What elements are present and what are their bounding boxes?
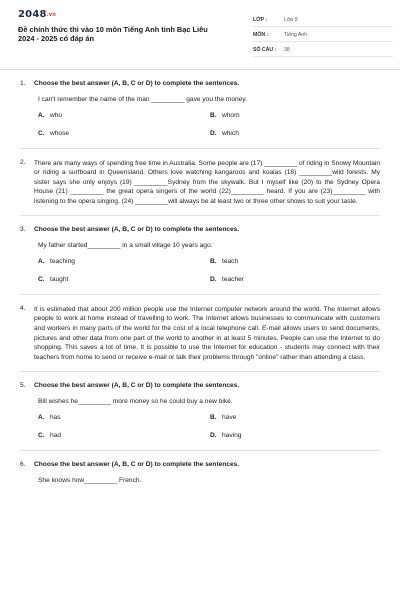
meta-key: LỚP : [253,16,268,23]
option-text: teach [222,258,239,266]
answer-option-d[interactable] [210,130,382,139]
answer-option-c[interactable] [38,130,210,139]
question-instruction: Choose the best answer (A, B, C or D) to complete the sentences. [34,226,240,234]
logo-text: 2048 [18,9,47,20]
page-header [0,0,400,70]
answer-option-b[interactable] [210,258,382,267]
answer-options [38,112,380,139]
option-text: have [222,413,237,421]
option-text: teaching [50,258,75,266]
document-title [18,25,243,45]
question-text: She knows how_________ French. [38,476,142,484]
meta-value: Tiếng Anh [284,31,308,38]
meta-key: MÔN : [253,31,269,38]
question-instruction: Choose the best answer (A, B, C or D) to complete the sentences. [34,80,240,87]
question-item [20,305,380,372]
document-title-line-1: Đề chính thức thi vào 10 môn Tiếng Anh tỉnh Bạc Liêu [18,24,208,34]
meta-row-question-count [253,44,393,57]
meta-value: 38 [284,46,290,53]
question-instruction: Choose the best answer (A, B, C or D) to complete the sentences. [34,460,240,468]
option-letter: B. [210,258,217,266]
meta-value: Lớp 9 [284,16,298,23]
question-item [20,80,380,149]
question-text: I can't remember the name of the man _________ gave you the money. [38,95,247,103]
question-item [20,159,380,217]
option-text: taught [50,275,69,283]
question-list [0,70,400,494]
option-letter: C. [38,129,45,137]
answer-option-a[interactable] [38,258,210,267]
option-text: whom [222,111,240,119]
question-number: 6. [20,460,26,468]
option-letter: D. [210,129,217,137]
option-text: who [50,111,63,119]
reading-passage: There are many ways of spending free time in Australia. Some people are (17) _________ of riding in Snowy Mountain or riding a surfboard in Queensland. Others love watching kangaroos and koalas (18) _________wild forests. My sister says she only enjoys (19) _________Sydney from the skywalk. But I myself like (20) to the Sydney Opera House (21) _________ the great opera singers of the world (22)_________ heard. If you are (23)_________ with listening to the opera singing, (24) _________will always be at least two or three other shows to suit your taste. [34,159,381,205]
reading-passage: It is estimated that about 200 million people use the Internet computer network around the world. The Internet allows people to work at home instead of travelling to work. The Internet allows businesses to communicate with customers and workers in many parts of the world for the cost of a local telephone call. E-mail allows users to send documents, pictures and other data from one part of the world to another in at least 5 minutes. People can use the Internet to do shopping. This saves a lot of time. It is possible to use the Internet for education - students may connect with their teachers from home to send or receive e-mail or talk their problems through "online" rather than attending a class. [34,305,380,361]
meta-row-class [253,14,393,27]
option-text: had [50,431,62,439]
answer-option-c[interactable] [38,432,210,441]
option-text: has [50,413,61,421]
document-title-line-2: 2024 - 2025 có đáp án [18,34,94,44]
option-letter: C. [38,431,45,439]
answer-option-c[interactable] [38,276,210,285]
option-letter: A. [38,111,45,119]
option-letter: C. [38,275,45,283]
option-letter: D. [210,431,217,439]
question-item [20,226,380,295]
answer-option-b[interactable] [210,112,382,121]
option-letter: A. [38,413,45,421]
option-text: having [222,431,242,439]
option-text: which [222,129,239,137]
answer-option-a[interactable] [38,414,210,423]
answer-options [38,414,380,441]
document-meta [253,14,393,59]
answer-option-a[interactable] [38,112,210,121]
meta-row-subject [253,29,393,42]
option-text: whose [50,129,70,137]
logo-suffix: .vn [46,12,56,18]
meta-key: SỐ CÂU : [253,46,277,53]
option-text: teacher [222,275,244,283]
question-number: 5. [20,382,26,390]
option-letter: B. [210,413,217,421]
question-number: 1. [20,80,26,87]
question-number: 2. [20,158,26,166]
answer-option-d[interactable] [210,432,382,441]
question-text: My father started_________ in a small village 10 years ago. [38,242,213,250]
question-number: 3. [20,226,26,234]
option-letter: B. [210,111,217,119]
answer-options [38,258,380,285]
answer-option-d[interactable] [210,276,382,285]
question-number: 4. [20,304,26,312]
option-letter: A. [38,258,45,266]
option-letter: D. [210,275,217,283]
question-text: Bill wishes he_________ more money so he could buy a new bike. [38,398,233,406]
question-instruction: Choose the best answer (A, B, C or D) to complete the sentences. [34,382,240,390]
question-item [20,382,380,451]
question-item [20,461,380,495]
answer-option-b[interactable] [210,414,382,423]
